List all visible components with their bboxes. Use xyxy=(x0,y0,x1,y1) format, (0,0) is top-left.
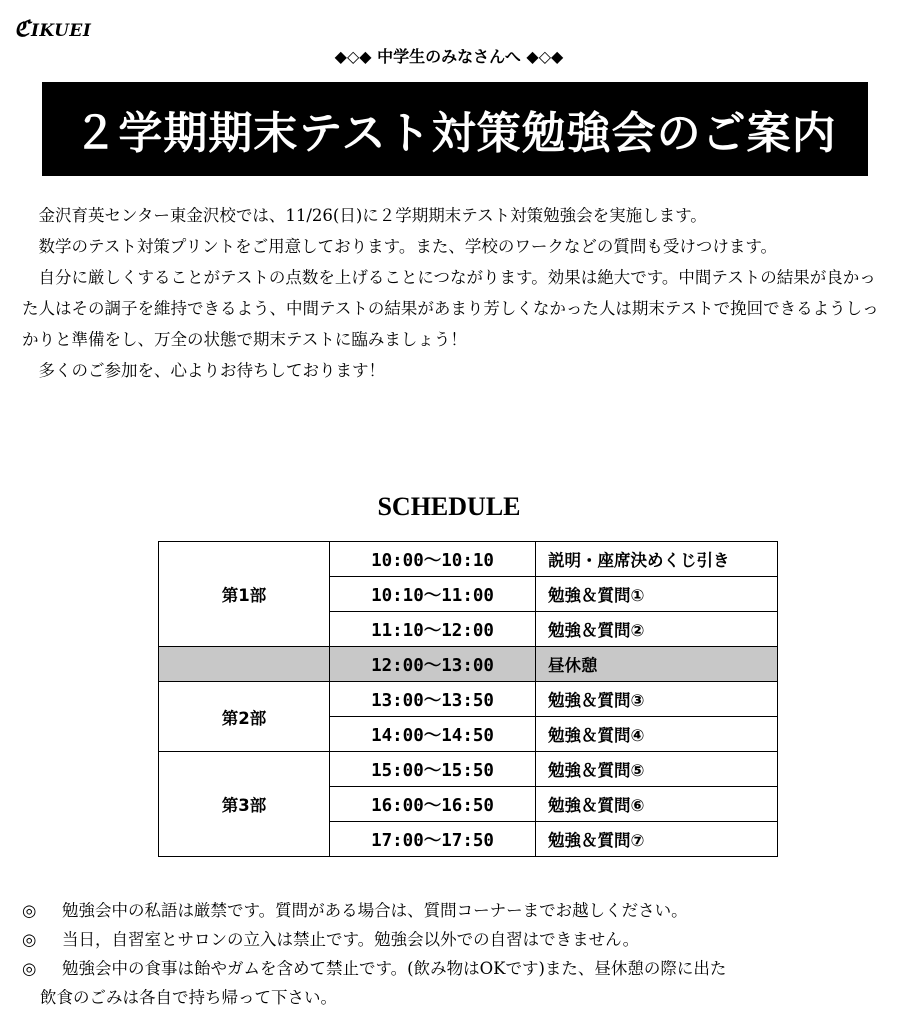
note-text-line: 勉強会中の食事は飴やガムを含めて禁止です。(飲み物はOKです)また、昼休憩の際に出た xyxy=(62,959,727,978)
activity-cell: 勉強＆質問⑤ xyxy=(536,752,778,787)
intro-paragraph: 数学のテスト対策プリントをご用意しております。また、学校のワークなどの質問も受けつけます。 xyxy=(38,237,778,256)
audience-subtitle: ◆◇◆ 中学生のみなさんへ ◆◇◆ xyxy=(334,47,564,66)
part-cell: 第1部 xyxy=(159,542,330,647)
part-cell-empty xyxy=(159,647,330,682)
activity-cell: 勉強＆質問④ xyxy=(536,717,778,752)
ikuei-logo-text: IKUEI xyxy=(30,21,92,41)
activity-cell: 勉強＆質問① xyxy=(536,577,778,612)
activity-cell: 勉強＆質問② xyxy=(536,612,778,647)
note-item xyxy=(22,896,892,925)
time-cell: 10:10〜11:00 xyxy=(330,577,536,612)
note-continuation xyxy=(22,983,892,1012)
table-row xyxy=(159,682,778,717)
ikuei-logo-mark: ℭ xyxy=(14,16,30,42)
intro-paragraph: 金沢育英センター東金沢校では、11/26(日)に２学期期末テスト対策勉強会を実施します。 xyxy=(38,206,707,225)
activity-cell: 勉強＆質問③ xyxy=(536,682,778,717)
intro-text xyxy=(22,200,882,386)
time-cell: 13:00〜13:50 xyxy=(330,682,536,717)
time-cell: 14:00〜14:50 xyxy=(330,717,536,752)
intro-paragraph: 自分に厳しくすることがテストの点数を上げることにつながります。効果は絶大です。中間テストの結果が良かった人はその調子を維持できるよう、中間テストの結果があまり芳しくなかった人は期末テストで挽回できるようしっかりと準備をし、万全の状態で期末テストに臨みましょう！ xyxy=(22,268,879,349)
note-text-continuation: 飲食のごみは各自で持ち帰って下さい。 xyxy=(40,988,337,1007)
part-cell: 第3部 xyxy=(159,752,330,857)
part-cell: 第2部 xyxy=(159,682,330,752)
table-row xyxy=(159,752,778,787)
note-text: 勉強会中の私語は厳禁です。質問がある場合は、質問コーナーまでお越しください。 xyxy=(62,901,688,920)
intro-paragraph: 多くのご参加を、心よりお待ちしております！ xyxy=(38,361,385,380)
page-title: ２学期期末テスト対策勉強会のご案内 xyxy=(73,108,837,159)
schedule-table xyxy=(158,541,778,857)
activity-cell: 勉強＆質問⑦ xyxy=(536,822,778,857)
note-item xyxy=(22,925,892,954)
title-banner xyxy=(42,82,868,176)
notes-list xyxy=(22,896,892,1012)
time-cell: 10:00〜10:10 xyxy=(330,542,536,577)
note-text: 当日，自習室とサロンの立入は禁止です。勉強会以外での自習はできません。 xyxy=(62,930,640,949)
table-row-lunch xyxy=(159,647,778,682)
time-cell: 16:00〜16:50 xyxy=(330,787,536,822)
activity-cell: 昼休憩 xyxy=(536,647,778,682)
double-circle-icon: ◎ xyxy=(22,959,37,978)
table-row xyxy=(159,542,778,577)
schedule-heading: SCHEDULE xyxy=(377,492,521,521)
ikuei-logo xyxy=(14,16,91,42)
time-cell: 11:10〜12:00 xyxy=(330,612,536,647)
activity-cell: 説明・座席決めくじ引き xyxy=(536,542,778,577)
time-cell: 15:00〜15:50 xyxy=(330,752,536,787)
double-circle-icon: ◎ xyxy=(22,901,37,920)
activity-cell: 勉強＆質問⑥ xyxy=(536,787,778,822)
note-item xyxy=(22,954,892,983)
note-text xyxy=(62,954,892,983)
time-cell: 17:00〜17:50 xyxy=(330,822,536,857)
double-circle-icon: ◎ xyxy=(22,930,37,949)
time-cell: 12:00〜13:00 xyxy=(330,647,536,682)
